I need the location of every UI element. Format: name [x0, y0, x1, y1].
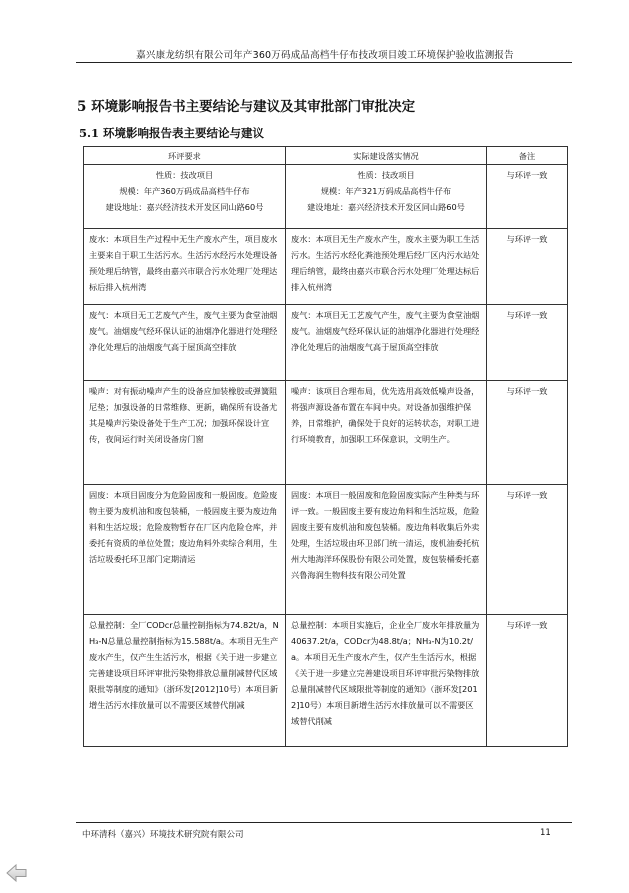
footer-divider [76, 822, 572, 823]
back-arrow-icon[interactable] [5, 861, 29, 885]
table-row [84, 485, 568, 615]
cell-actual: 废气：本项目无工艺废气产生，废气主要为食堂油烟废气。油烟废气经环保认证的油烟净化器进行处理经净化处理后的油烟废气高于屋顶高空排放 [286, 305, 487, 381]
table-row [84, 615, 568, 747]
cell-actual: 废水：本项目无生产废水产生，废水主要为职工生活污水。生活污水经化粪池预处理后经厂区内污水站处理后纳管，最终由嘉兴市联合污水处理厂处理达标后排入杭州湾 [286, 229, 487, 305]
cell-note: 与环评一致 [487, 229, 568, 305]
table-row [84, 381, 568, 485]
cell-actual: 总量控制：本项目实施后，企业全厂废水年排放量为40637.2t/a，CODcr为48.8t/a；NH₃-N为10.2t/a。本项目无生产废水产生，仅产生生活污水，根据《关于进一步建立完善建设项目环评审批污染物排放总量削减替代区域限批等制度的通知》（浙环发[2012]10号）本项目新增生活污水排放量可以不需要区域替代削减 [286, 615, 487, 747]
cell-requirement: 废水：本项目生产过程中无生产废水产生，项目废水主要来自于职工生活污水。生活污水经污水处理设备预处理后纳管，最终由嘉兴市联合污水处理厂处理达标后排入杭州湾 [84, 229, 286, 305]
cell-note: 与环评一致 [487, 165, 568, 229]
cell-note: 与环评一致 [487, 615, 568, 747]
section-subtitle: 5.1 环境影响报告表主要结论与建议 [79, 126, 265, 140]
table-row [84, 305, 568, 381]
cell-note: 与环评一致 [487, 381, 568, 485]
cell-actual: 噪声：该项目合理布局，优先选用高效低噪声设备，将强声源设备布置在车间中央。对设备加强维护保养，日常维护，确保处于良好的运转状态，对职工进行环境教育，加强职工环保意识，文明生产。 [286, 381, 487, 485]
cell-actual: 固废：本项目一般固废和危险固废实际产生种类与环评一致。一般固废主要有废边角料和生活垃圾，危险固废主要有废机油和废包装桶。废边角料收集后外卖处理，生活垃圾由环卫部门统一清运，废机油委托杭州大地海洋环保股份有限公司处置，废包装桶委托嘉兴鲁海润生物科技有限公司处置 [286, 485, 487, 615]
header-requirement: 环评要求 [84, 147, 286, 165]
cell-requirement: 固废：本项目固废分为危险固废和一般固废。危险废物主要为废机油和废包装桶，一般固废主要为废边角料和生活垃圾；危险废物暂存在厂区内危险仓库，并委托有资质的单位处置；废边角料外卖综合利用，生活垃圾委托环卫部门定期清运 [84, 485, 286, 615]
table-row [84, 165, 568, 229]
cell-requirement: 噪声：对有振动噪声产生的设备应加装橡胶或弹簧阻尼垫；加强设备的日常维修、更新，确保所有设备尤其是噪声污染设备处于生产工况；加强环保设计宣传，夜间运行时关闭设备房门窗 [84, 381, 286, 485]
cell-note: 与环评一致 [487, 305, 568, 381]
cell-requirement: 性质：技改项目 规模：年产360万码成品高档牛仔布 建设地址：嘉兴经济技术开发区同山路60号 [84, 165, 286, 229]
cell-actual: 性质：技改项目 规模：年产321万码成品高档牛仔布 建设地址：嘉兴经济技术开发区同山路60号 [286, 165, 487, 229]
conclusion-table [83, 146, 568, 747]
header-actual: 实际建设落实情况 [286, 147, 487, 165]
table-header-row [84, 147, 568, 165]
cell-requirement: 总量控制：全厂CODcr总量控制指标为74.82t/a，NH₃-N总量总量控制指标为15.588t/a。本项目无生产废水产生，仅产生生活污水，根据《关于进一步建立完善建设项目环评审批污染物排放总量削减替代区域限批等制度的通知》（浙环发[2012]10号）本项目新增生活污水排放量可以不需要区域替代削减 [84, 615, 286, 747]
table-body [84, 165, 568, 747]
table-row [84, 229, 568, 305]
header-note: 备注 [487, 147, 568, 165]
footer-org: 中环清科（嘉兴）环境技术研究院有限公司 [82, 830, 244, 840]
cell-note: 与环评一致 [487, 485, 568, 615]
section-title: 5 环境影响报告书主要结论与建议及其审批部门审批决定 [77, 99, 416, 115]
header-divider [76, 62, 572, 63]
page-number: 11 [540, 828, 551, 838]
page-header: 嘉兴康龙纺织有限公司年产360万码成品高档牛仔布技改项目竣工环境保护验收监测报告 [136, 50, 514, 61]
cell-requirement: 废气：本项目无工艺废气产生，废气主要为食堂油烟废气。油烟废气经环保认证的油烟净化器进行处理经净化处理后的油烟废气高于屋顶高空排放 [84, 305, 286, 381]
